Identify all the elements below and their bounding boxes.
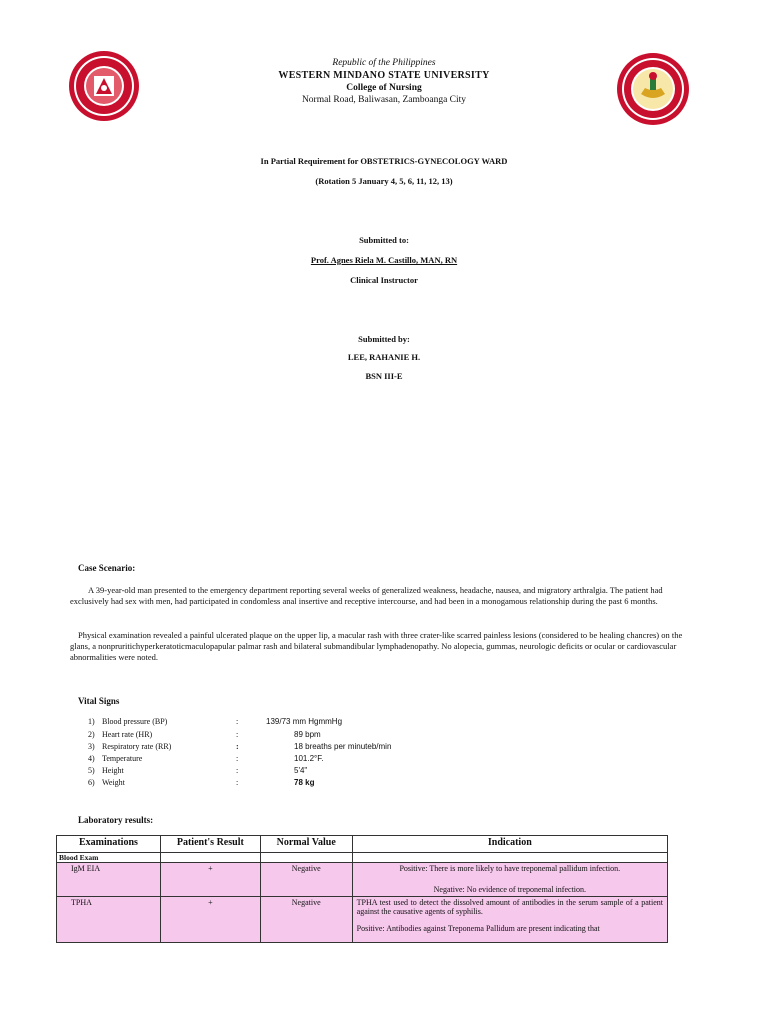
vital-colon: :: [236, 778, 239, 787]
vital-signs-heading: Vital Signs: [78, 696, 120, 706]
instructor-title: Clinical Instructor: [350, 275, 418, 285]
vital-row: [88, 742, 488, 754]
indication-positive: Positive: There is more likely to have treponemal pallidum infection.: [399, 864, 621, 873]
col-examinations: Examinations: [57, 836, 161, 853]
col-indication: Indication: [352, 836, 667, 853]
vital-label: Temperature: [102, 754, 143, 763]
vital-colon: :: [236, 742, 239, 751]
vital-value: 5'4": [294, 766, 308, 775]
section-label: Blood Exam: [57, 853, 161, 863]
vital-colon: :: [236, 766, 239, 775]
section-row: [57, 853, 668, 863]
vital-value: 18 breaths per minuteb/min: [294, 742, 392, 751]
college-name: College of Nursing: [346, 83, 422, 93]
table-row: [57, 897, 668, 943]
address-line: Normal Road, Baliwasan, Zamboanga City: [301, 95, 467, 105]
exam-cell: TPHA: [57, 897, 161, 943]
indication-negative: Negative: No evidence of treponemal infection.: [433, 885, 587, 894]
normal-cell: Negative: [260, 897, 352, 943]
exam-cell: IgM EIA: [57, 863, 161, 897]
lab-results-table: [56, 835, 668, 943]
indication-cell: [352, 897, 667, 943]
vital-num: 6): [88, 778, 95, 787]
normal-cell: Negative: [260, 863, 352, 897]
vital-value: 139/73 mm HgmmHg: [266, 717, 343, 726]
vital-num: 5): [88, 766, 95, 775]
vital-label: Blood pressure (BP): [102, 717, 168, 726]
vital-num: 1): [88, 717, 95, 726]
vital-colon: :: [236, 717, 239, 726]
indication-cell: [352, 863, 667, 897]
case-scenario-heading: Case Scenario:: [78, 563, 136, 573]
vital-label: Heart rate (HR): [102, 730, 153, 739]
vital-colon: :: [236, 754, 239, 763]
submitted-by-label: Submitted by:: [358, 334, 410, 344]
case-paragraph-2: Physical examination revealed a painful ulcerated plaque on the upper lip, a macular rash with three crater-like scarred painless lesions (considered to be healing chancres) on the glans, a nonpruritichyperkeratoticmaculopapular palmar rash and bilateral submandibular lymphadenopathy. No alopecia, gummas, neurologic deficits or ocular or cardiovascular abnormalities were noted.: [70, 630, 683, 662]
vital-label: Respiratory rate (RR): [102, 742, 172, 751]
case-paragraph-1: A 39-year-old man presented to the emergency department reporting several weeks of generalized weakness, headache, nausea, and migratory arthralgia. The patient had exclusively had sex with men, had participated in condomless anal insertive and receptive intercourse, and had been in a monogamous relationship during the past 6 months.: [70, 585, 663, 606]
vital-num: 2): [88, 730, 95, 739]
table-row: [57, 863, 668, 897]
lab-results-heading: Laboratory results:: [78, 815, 154, 825]
requirement-line-2: (Rotation 5 January 4, 5, 6, 11, 12, 13): [315, 176, 453, 186]
vital-label: Weight: [102, 778, 125, 787]
result-cell: +: [160, 863, 260, 897]
col-patients-result: Patient's Result: [160, 836, 260, 853]
vital-num: 3): [88, 742, 95, 751]
student-section: BSN III-E: [365, 371, 403, 381]
vital-row: [88, 766, 488, 778]
indication-positive: Positive: Antibodies against Treponema Pallidum are present indicating that: [356, 924, 600, 933]
requirement-line-1: In Partial Requirement for OBSTETRICS-GYNECOLOGY WARD: [260, 156, 508, 166]
vital-row: [88, 717, 488, 729]
vital-row: [88, 754, 488, 766]
col-normal-value: Normal Value: [260, 836, 352, 853]
vital-colon: :: [236, 730, 239, 739]
result-cell: +: [160, 897, 260, 943]
vital-value: 89 bpm: [294, 730, 321, 739]
table-header-row: [57, 836, 668, 853]
vital-row: [88, 730, 488, 742]
university-name: WESTERN MINDANO STATE UNIVERSITY: [278, 70, 490, 81]
vital-value: 101.2°F.: [294, 754, 324, 763]
vital-num: 4): [88, 754, 95, 763]
submitted-to-label: Submitted to:: [359, 235, 409, 245]
republic-line: Republic of the Philippines: [332, 58, 436, 68]
vital-value: 78 kg: [294, 778, 315, 787]
vital-label: Height: [102, 766, 124, 775]
vital-row: [88, 778, 488, 790]
student-name: LEE, RAHANIE H.: [347, 352, 421, 362]
indication-description: TPHA test used to detect the dissolved amount of antibodies in the serum sample of a patient against the causative agents of syphilis.: [356, 898, 663, 916]
instructor-name: Prof. Agnes Riela M. Castillo, MAN, RN: [310, 255, 458, 265]
